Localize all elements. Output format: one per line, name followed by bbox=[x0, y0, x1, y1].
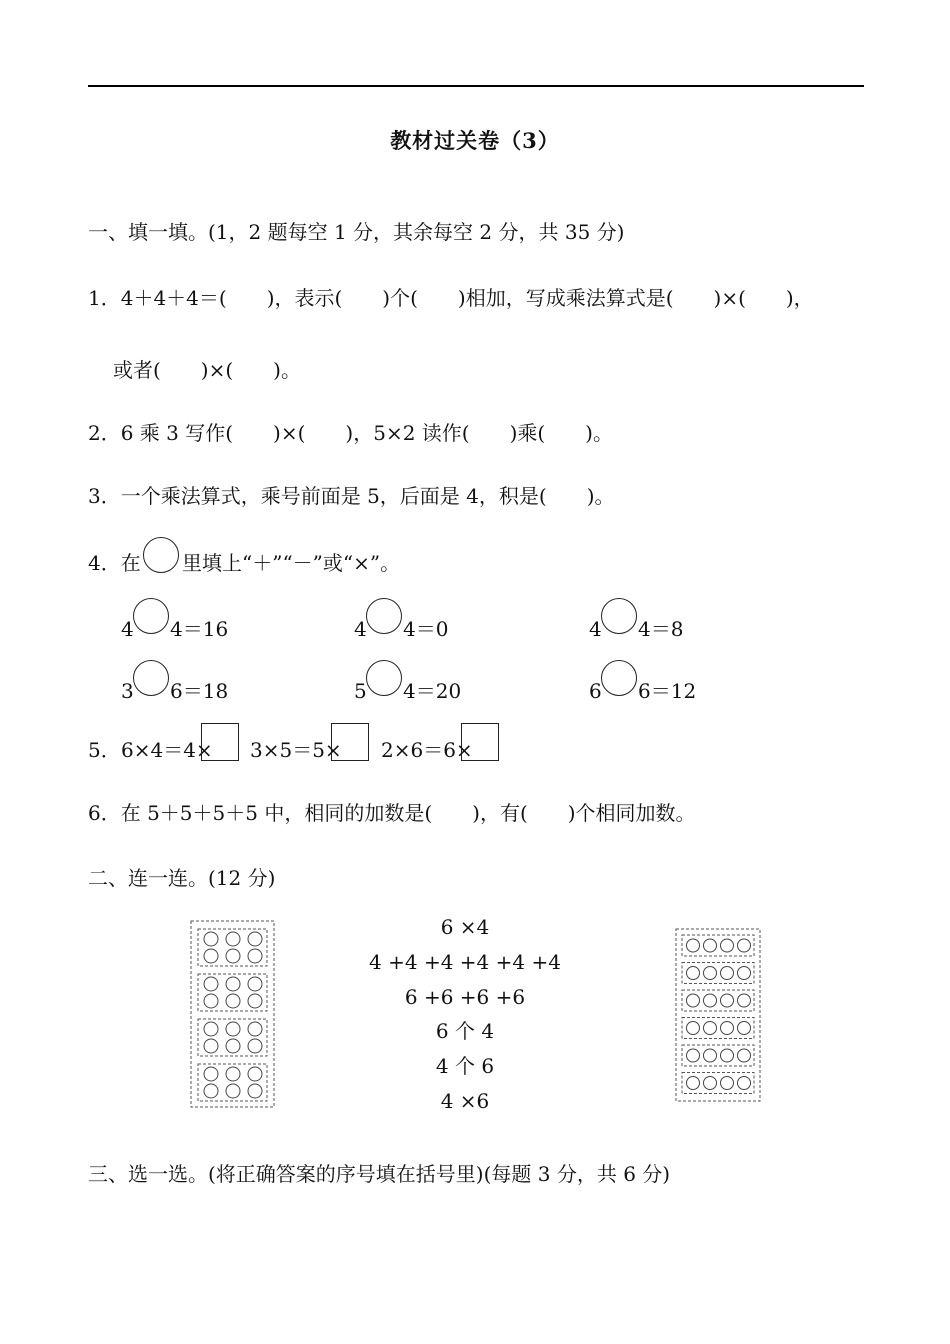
counter-circle bbox=[248, 932, 262, 946]
counter-circle bbox=[721, 939, 734, 952]
question-6: 6．在 5＋5＋5＋5 中，相同的加数是( )，有( )个相同加数。 bbox=[88, 801, 696, 825]
group-box bbox=[682, 1018, 754, 1039]
q5-expression: 3×5＝5× bbox=[250, 738, 342, 762]
counter-circle bbox=[248, 1067, 262, 1081]
counter-circle bbox=[721, 1022, 734, 1035]
counter-circle bbox=[248, 994, 262, 1008]
counter-circle bbox=[721, 1049, 734, 1062]
counter-circle bbox=[226, 1039, 240, 1053]
operand-a: 5 bbox=[354, 679, 367, 703]
q5-expression: 6×4＝4× bbox=[121, 738, 213, 762]
answer-circle-icon[interactable] bbox=[133, 598, 169, 634]
counter-circle bbox=[738, 939, 751, 952]
counter-circle bbox=[738, 1049, 751, 1062]
counter-circle bbox=[248, 949, 262, 963]
counter-circle bbox=[704, 967, 717, 980]
counter-circle bbox=[204, 994, 218, 1008]
counter-circle bbox=[738, 994, 751, 1007]
counter-circle bbox=[687, 994, 700, 1007]
counter-circle bbox=[226, 932, 240, 946]
group-box bbox=[682, 1073, 754, 1094]
operand-rest: 6＝18 bbox=[170, 679, 229, 703]
group-box bbox=[682, 990, 754, 1011]
counter-circle bbox=[204, 1067, 218, 1081]
right-circle-groups bbox=[672, 925, 767, 1105]
match-expression[interactable]: 4 ×6 bbox=[440, 1089, 490, 1113]
counter-circle bbox=[721, 1077, 734, 1090]
page-title: 教材过关卷（3） bbox=[390, 128, 560, 153]
group-box bbox=[198, 1064, 267, 1101]
counter-circle bbox=[226, 1084, 240, 1098]
counter-circle bbox=[738, 1022, 751, 1035]
answer-circle-icon[interactable] bbox=[366, 598, 402, 634]
group-box bbox=[682, 1045, 754, 1066]
counter-circle bbox=[204, 977, 218, 991]
answer-circle-icon[interactable] bbox=[133, 660, 169, 696]
counter-circle bbox=[687, 967, 700, 980]
group-box bbox=[198, 974, 267, 1011]
counter-circle bbox=[226, 977, 240, 991]
circle-groups bbox=[198, 929, 267, 1101]
answer-circle-icon[interactable] bbox=[601, 598, 637, 634]
outer-dashed-box bbox=[676, 929, 760, 1101]
counter-circle bbox=[204, 949, 218, 963]
group-box bbox=[198, 1019, 267, 1056]
q5-expression: 2×6＝6× bbox=[381, 738, 473, 762]
left-circle-groups bbox=[185, 917, 280, 1112]
counter-circle bbox=[738, 967, 751, 980]
question-1-line1: 1．4＋4＋4＝( )，表示( )个( )相加，写成乘法算式是( )×( )， bbox=[88, 286, 814, 310]
question-1-line2: 或者( )×( )。 bbox=[113, 358, 301, 382]
operand-a: 6 bbox=[589, 679, 602, 703]
match-expression[interactable]: 6 ×4 bbox=[440, 915, 490, 939]
answer-circle-icon[interactable] bbox=[366, 660, 402, 696]
section3-header: 三、选一选。(将正确答案的序号填在括号里)(每题 3 分，共 6 分) bbox=[88, 1162, 671, 1186]
counter-circle bbox=[248, 1039, 262, 1053]
counter-circle bbox=[687, 1077, 700, 1090]
counter-circle bbox=[226, 1022, 240, 1036]
counter-circle bbox=[704, 1077, 717, 1090]
group-box bbox=[198, 929, 267, 966]
counter-circle bbox=[226, 949, 240, 963]
question-2: 2．6 乘 3 写作( )×( )，5×2 读作( )乘( )。 bbox=[88, 421, 613, 445]
operand-a: 4 bbox=[354, 617, 367, 641]
counter-circle bbox=[226, 1067, 240, 1081]
group-box bbox=[682, 963, 754, 984]
operand-a: 3 bbox=[121, 679, 134, 703]
question-3: 3．一个乘法算式，乘号前面是 5，后面是 4，积是( )。 bbox=[88, 484, 615, 508]
operand-rest: 4＝0 bbox=[403, 617, 449, 641]
answer-circle-icon[interactable] bbox=[143, 537, 179, 573]
question-4-prefix: 4．在 bbox=[88, 551, 141, 575]
section2-header: 二、连一连。(12 分) bbox=[88, 866, 276, 890]
answer-box[interactable] bbox=[201, 723, 239, 761]
counter-circle bbox=[687, 1022, 700, 1035]
counter-circle bbox=[248, 1022, 262, 1036]
match-expression[interactable]: 4 个 6 bbox=[435, 1054, 495, 1078]
operand-rest: 6＝12 bbox=[638, 679, 697, 703]
counter-circle bbox=[248, 1084, 262, 1098]
counter-circle bbox=[687, 1049, 700, 1062]
counter-circle bbox=[248, 977, 262, 991]
counter-circle bbox=[721, 994, 734, 1007]
operand-a: 4 bbox=[589, 617, 602, 641]
top-rule bbox=[88, 85, 864, 87]
answer-box[interactable] bbox=[331, 723, 369, 761]
counter-circle bbox=[704, 1022, 717, 1035]
counter-circle bbox=[226, 994, 240, 1008]
match-expression[interactable]: 4 +4 +4 +4 +4 +4 bbox=[369, 950, 561, 974]
counter-circle bbox=[704, 939, 717, 952]
operand-rest: 4＝8 bbox=[638, 617, 684, 641]
group-box bbox=[682, 935, 754, 956]
counter-circle bbox=[204, 932, 218, 946]
answer-circle-icon[interactable] bbox=[601, 660, 637, 696]
counter-circle bbox=[204, 1039, 218, 1053]
circle-groups bbox=[682, 935, 754, 1094]
operand-rest: 4＝16 bbox=[170, 617, 229, 641]
answer-box[interactable] bbox=[461, 723, 499, 761]
counter-circle bbox=[738, 1077, 751, 1090]
section1-header: 一、填一填。(1，2 题每空 1 分，其余每空 2 分，共 35 分) bbox=[88, 220, 625, 244]
match-expression[interactable]: 6 个 4 bbox=[435, 1019, 495, 1043]
counter-circle bbox=[204, 1084, 218, 1098]
counter-circle bbox=[687, 939, 700, 952]
counter-circle bbox=[704, 994, 717, 1007]
operand-a: 4 bbox=[121, 617, 134, 641]
question-4-suffix: 里填上“＋”“－”或“×”。 bbox=[182, 551, 401, 575]
operand-rest: 4＝20 bbox=[403, 679, 462, 703]
match-expression[interactable]: 6 +6 +6 +6 bbox=[404, 985, 526, 1009]
question-5-label: 5． bbox=[88, 738, 121, 762]
counter-circle bbox=[704, 1049, 717, 1062]
counter-circle bbox=[204, 1022, 218, 1036]
counter-circle bbox=[721, 967, 734, 980]
